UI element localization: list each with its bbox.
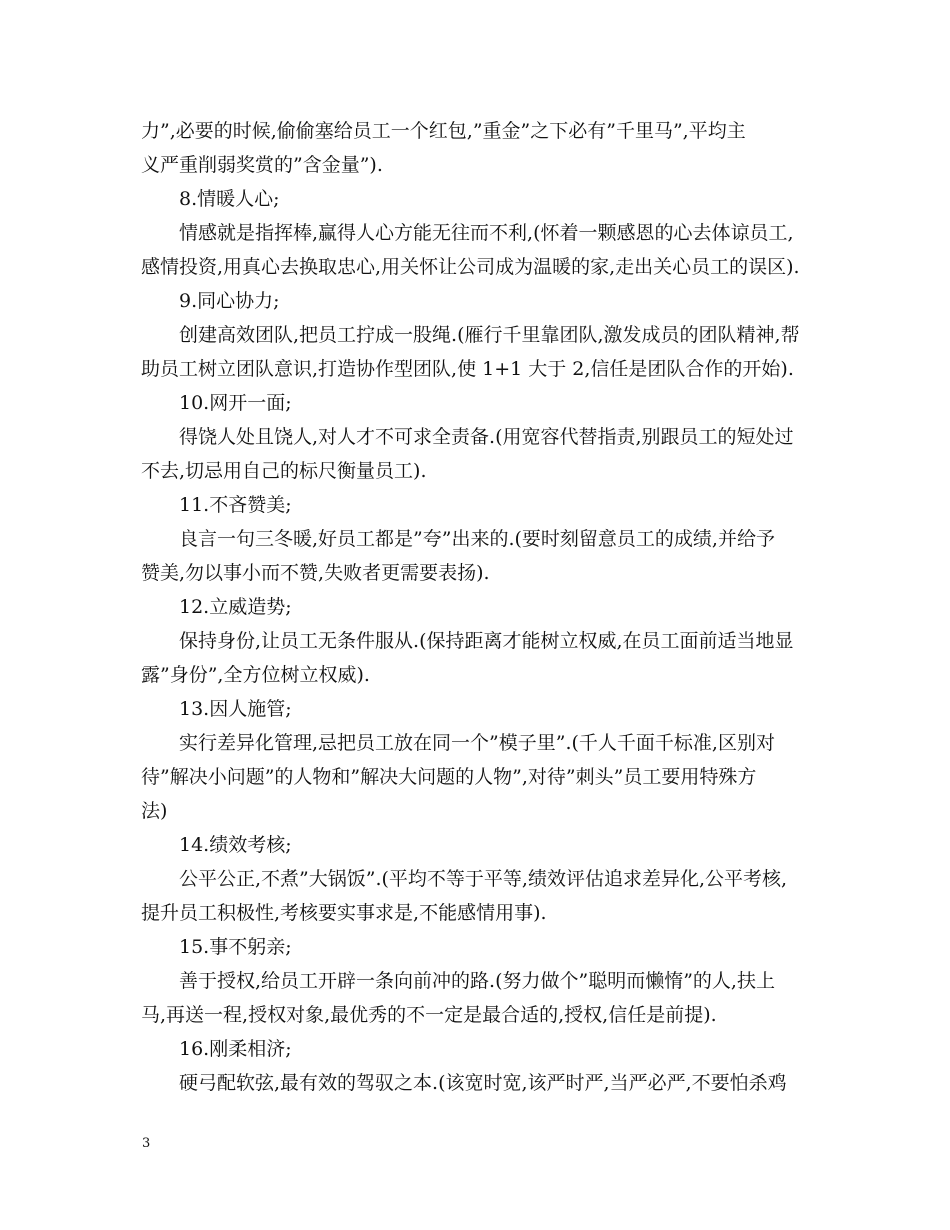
text-line: 9.同心协力; xyxy=(179,290,280,312)
text-line: 公平公正,不煮”大锅饭”.(平均不等于平等,绩效评估追求差异化,公平考核, xyxy=(179,868,788,890)
text-line: 15.事不躬亲; xyxy=(179,936,292,958)
text-line: 14.绩效考核; xyxy=(179,834,292,856)
text-line: 16.刚柔相济; xyxy=(179,1038,292,1060)
text-line: 情感就是指挥棒,赢得人心方能无往而不利,(怀着一颗感恩的心去体谅员工, xyxy=(179,222,794,244)
text-line: 11.不吝赞美; xyxy=(179,494,292,516)
text-line: 创建高效团队,把员工拧成一股绳.(雁行千里靠团队,激发成员的团队精神,帮 xyxy=(179,324,800,346)
text-line: 不去,切忌用自己的标尺衡量员工). xyxy=(141,460,427,482)
text-line: 马,再送一程,授权对象,最优秀的不一定是最合适的,授权,信任是前提). xyxy=(141,1004,717,1026)
text-line: 感情投资,用真心去换取忠心,用关怀让公司成为温暖的家,走出关心员工的误区). xyxy=(141,256,800,278)
page-number: 3 xyxy=(142,1136,151,1151)
text-line: 力”,必要的时候,偷偷塞给员工一个红包,”重金”之下必有”千里马”,平均主 xyxy=(141,120,746,142)
text-line: 保持身份,让员工无条件服从.(保持距离才能树立权威,在员工面前适当地显 xyxy=(179,630,794,652)
text-line: 良言一句三冬暖,好员工都是”夸”出来的.(要时刻留意员工的成绩,并给予 xyxy=(179,528,775,550)
text-line: 善于授权,给员工开辟一条向前冲的路.(努力做个”聪明而懒惰”的人,扶上 xyxy=(179,970,775,992)
text-line: 露”身份”,全方位树立权威). xyxy=(141,664,370,686)
text-line: 10.网开一面; xyxy=(179,392,292,414)
text-line: 8.情暖人心; xyxy=(179,188,280,210)
text-line: 12.立威造势; xyxy=(179,596,292,618)
text-line: 硬弓配软弦,最有效的驾驭之本.(该宽时宽,该严时严,当严必严,不要怕杀鸡 xyxy=(179,1072,787,1094)
text-line: 助员工树立团队意识,打造协作型团队,使 1+1 大于 2,信任是团队合作的开始). xyxy=(141,358,794,380)
text-line: 赞美,勿以事小而不赞,失败者更需要表扬). xyxy=(141,562,490,584)
text-line: 实行差异化管理,忌把员工放在同一个”模子里”.(千人千面千标准,区别对 xyxy=(179,732,775,754)
text-line: 法) xyxy=(141,800,168,822)
text-line: 13.因人施管; xyxy=(179,698,292,720)
text-line: 提升员工积极性,考核要实事求是,不能感情用事). xyxy=(141,902,547,924)
text-line: 待”解决小问题”的人物和”解决大问题的人物”,对待”刺头”员工要用特殊方 xyxy=(141,766,757,788)
text-line: 义严重削弱奖赏的”含金量”). xyxy=(141,154,383,176)
body-text xyxy=(141,114,811,1100)
text-line: 得饶人处且饶人,对人才不可求全责备.(用宽容代替指责,别跟员工的短处过 xyxy=(179,426,794,448)
